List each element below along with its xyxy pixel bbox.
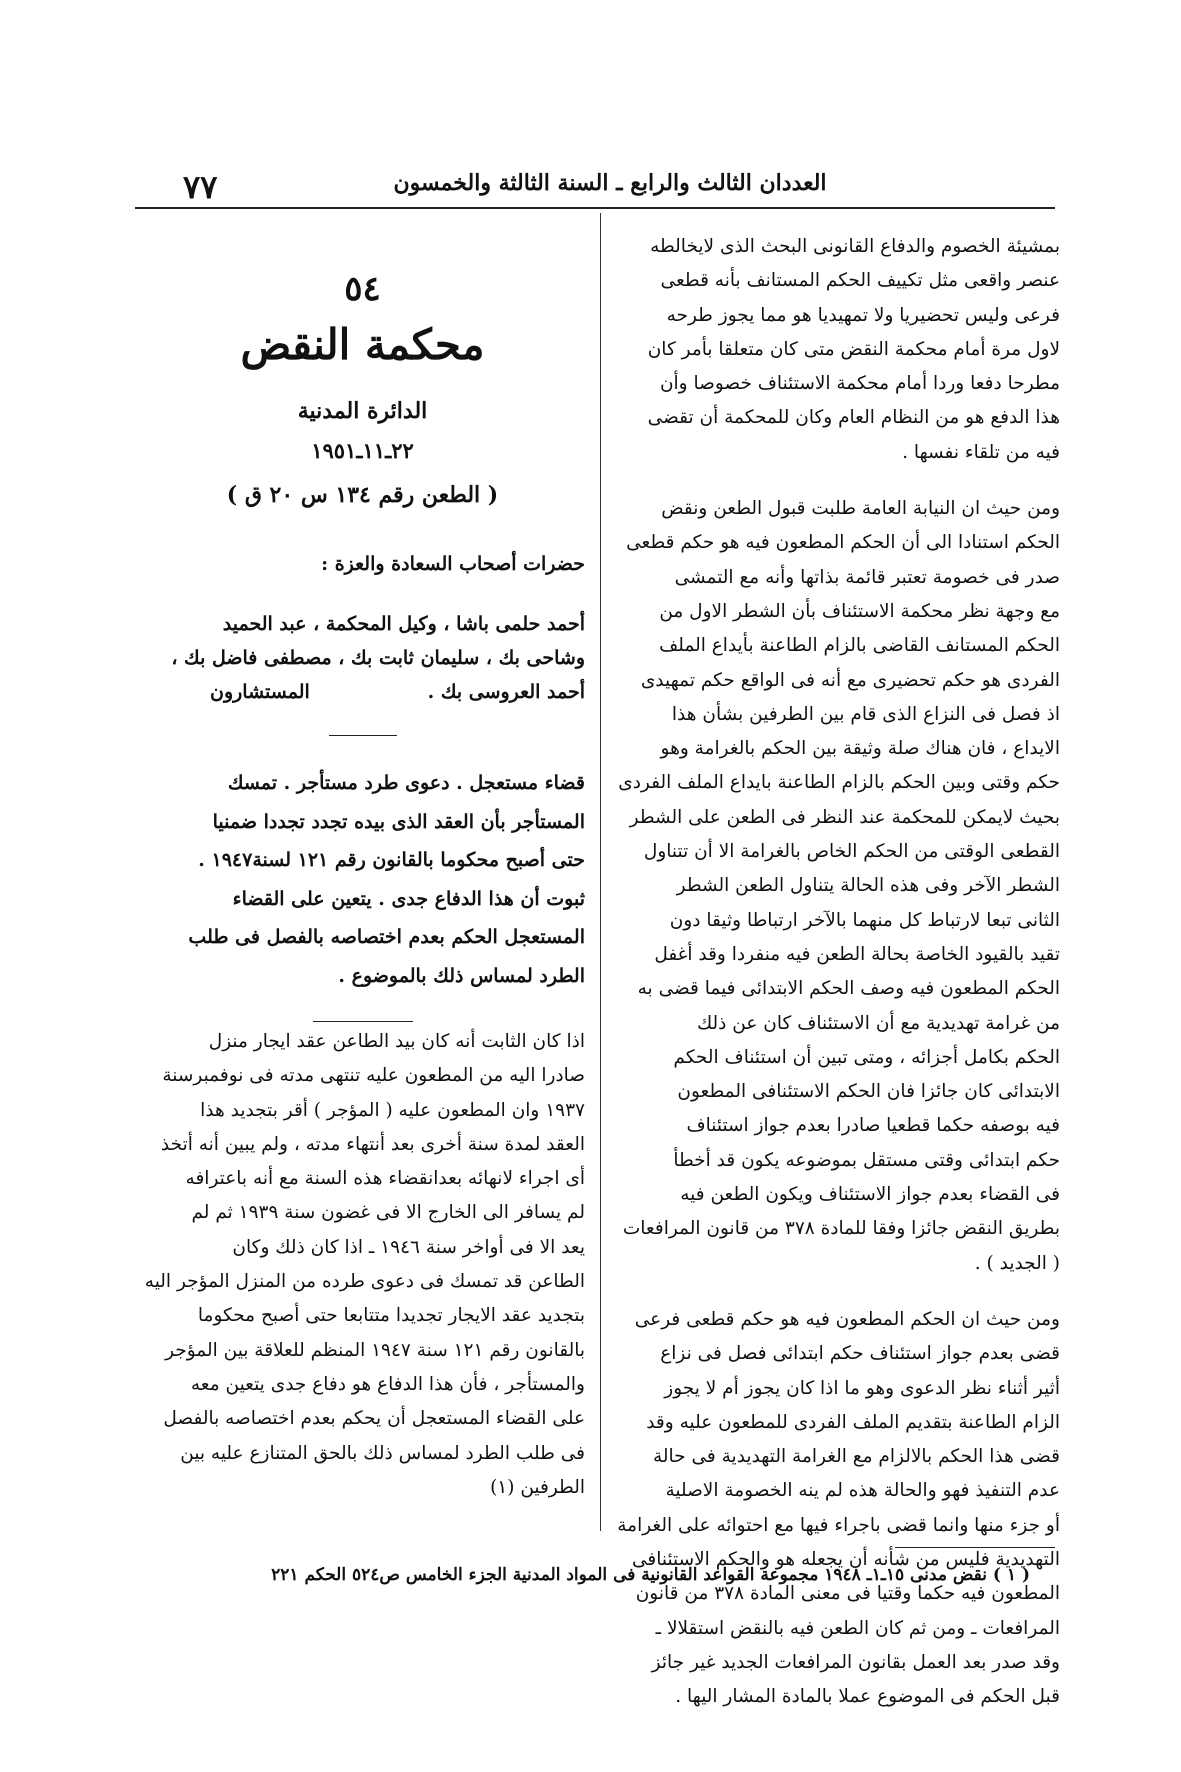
judges-role: المستشارون — [210, 681, 310, 703]
left-column-body — [140, 1025, 585, 1505]
text-line: لاول مرة أمام محكمة النقض متى كان متعلقا بأمر كان — [647, 338, 1060, 360]
text-line: فى القضاء بعدم جواز الاستئناف ويكون الطعن فيه — [680, 1184, 1060, 1206]
judges-line: أحمد حلمى باشا ، وكيل المحكمة ، عبد الحميد — [222, 613, 585, 635]
text-line: صدر فى خصومة تعتبر قائمة بذاتها وأنه مع التمشى — [674, 566, 1060, 588]
text-line: حكم وقتى وبين الحكم بالزام الطاعنة بايداع الملف الفردى — [618, 772, 1060, 794]
text-line: الحكم بكامل أجزائه ، ومتى تبين أن استئناف الحكم — [673, 1046, 1060, 1068]
judges-list — [140, 607, 585, 675]
text-line: الطاعن قد تمسك فى دعوى طرده من المنزل المؤجر اليه — [144, 1271, 585, 1293]
text-line: فرعى وليس تحضيريا ولا تمهيديا هو مما يجوز طرحه — [666, 304, 1060, 326]
text-line: قضى هذا الحكم بالالزام مع الغرامة التهديدية فى حالة — [652, 1446, 1060, 1468]
text-line: بطريق النقض جائزا وفقا للمادة ٣٧٨ من قانون المرافعات — [622, 1218, 1060, 1240]
text-line: عنصر واقعى مثل تكييف الحكم المستانف بأنه قطعى — [660, 270, 1060, 292]
text-line: لم يسافر الى الخارج الا فى غضون سنة ١٩٣٩ ثم لم — [191, 1202, 585, 1224]
right-column — [612, 230, 1060, 1714]
summary-line: حتى أصبح محكوما بالقانون رقم ١٢١ لسنة١٩٤٧ . — [198, 849, 585, 871]
text-line: هذا الدفع هو من النظام العام وكان للمحكمة أن تقضى — [647, 407, 1060, 429]
case-summary — [140, 764, 585, 995]
text-line: الثانى تبعا لارتباط كل منهما بالآخر ارتباطا وثيقا دون — [669, 909, 1060, 931]
text-line: اذا كان الثابت أنه كان بيد الطاعن عقد ايجار منزل — [208, 1031, 585, 1052]
header-rule — [135, 207, 1055, 209]
text-line: الشطر الآخر وفى هذه الحالة يتناول الطعن الشطر — [676, 875, 1060, 897]
text-line: الفردى هو حكم تحضيرى مع أنه فى الواقع حكم تمهيدى — [640, 669, 1060, 691]
text-line: صادرا اليه من المطعون عليه تنتهى مدته فى نوفمبرسنة — [162, 1065, 585, 1087]
right-paragraph-1 — [612, 230, 1060, 470]
decision-date: ٢٢ـ١١ـ١٩٥١ — [311, 438, 414, 463]
text-line: تقيد بالقيود الخاصة بحالة الطعن فيه منفردا وقد أغفل — [654, 943, 1060, 965]
text-line: الحكم المستانف القاضى بالزام الطاعنة بأيداع الملف — [659, 635, 1060, 657]
summary-line: المستعجل الحكم بعدم اختصاصه بالفصل فى طلب — [188, 926, 585, 948]
summary-line: قضاء مستعجل . دعوى طرد مستأجر . تمسك — [227, 772, 585, 794]
footnote-rule — [895, 1547, 1055, 1548]
text-line: مطرحا دفعا وردا أمام محكمة الاستئناف خصوصا وأن — [659, 373, 1060, 395]
judges-intro: حضرات أصحاب السعادة والعزة : — [321, 553, 585, 575]
text-line: التهديدية فليس من شأنه أن يجعله هو والحكم الاستئنافى — [631, 1548, 1060, 1570]
text-line: فيه من تلقاء نفسها . — [902, 441, 1060, 463]
text-line: المطعون فيه حكما وقتيا فى معنى المادة ٣٧٨ من قانون — [635, 1583, 1060, 1605]
judges-last-line — [140, 675, 585, 709]
text-line: الايداع ، فان هناك صلة وثيقة بين الحكم بالغرامة وهو — [660, 738, 1060, 760]
court-name: محكمة النقض — [240, 320, 485, 369]
text-line: والمستأجر ، فأن هذا الدفاع هو دفاع جدى يتعين معه — [190, 1373, 585, 1395]
text-line: الطرفين (١) — [490, 1476, 585, 1498]
text-line: الحكم استنادا الى أن الحكم المطعون فيه هو حكم قطعى — [626, 532, 1060, 554]
summary-line: ثبوت أن هذا الدفاع جدى . يتعين على القضاء — [232, 887, 585, 910]
text-line: يعد الا فى أواخر سنة ١٩٤٦ ـ اذا كان ذلك وكان — [232, 1236, 585, 1258]
text-line: الحكم المطعون فيه وصف الحكم الابتدائى فيما قضى به — [637, 978, 1060, 1000]
text-line: الابتدائى كان جائزا فان الحكم الاستئنافى المطعون — [677, 1081, 1060, 1103]
text-line: اذ فصل فى النزاع الذى قام بين الطرفين بشأن هذا — [671, 703, 1060, 725]
text-line: ومن حيث ان النيابة العامة طلبت قبول الطعن ونقض — [661, 498, 1060, 520]
summary-line: المستأجر بأن العقد الذى بيده تجدد تجددا ضمنيا — [212, 810, 585, 833]
text-line: ١٩٣٧ وان المطعون عليه ( المؤجر ) أقر بتجديد هذا — [200, 1099, 585, 1121]
text-line: من غرامة تهديدية مع أن الاستئناف كان عن ذلك — [696, 1012, 1060, 1034]
text-line: قضى بعدم جواز استئناف حكم ابتدائى فصل فى نزاع — [660, 1343, 1060, 1365]
right-paragraph-3 — [612, 1303, 1060, 1715]
text-line: أثير أثناء نظر الدعوى وهو ما اذا كان يجوز أم لا يجوز — [664, 1377, 1060, 1399]
left-paragraph — [140, 1025, 585, 1505]
text-line: قبل الحكم فى الموضوع عملا بالمادة المشار اليها . — [675, 1686, 1060, 1708]
judges-line: وشاحى بك ، سليمان ثابت بك ، مصطفى فاضل بك ، — [171, 647, 585, 669]
page-number: ٧٧ — [183, 168, 218, 206]
case-number: ٥٤ — [344, 269, 381, 309]
appeal-number: ( الطعن رقم ١٣٤ س ٢٠ ق ) — [226, 482, 499, 508]
text-line: المرافعات ـ ومن ثم كان الطعن فيه بالنقض استقلالا ـ — [655, 1617, 1060, 1639]
text-line: فى طلب الطرد لمساس ذلك بالحق المتنازع عليه بين — [180, 1442, 585, 1464]
text-line: أو جزء منها وانما قضى باجراء فيها مع احتوائه على الغرامة — [617, 1514, 1060, 1536]
text-line: عدم التنفيذ فهو والحالة هذه لم ينه الخصومة الاصلية — [665, 1480, 1060, 1502]
text-line: القطعى الوقتى من الحكم الخاص بالغرامة الا أن تتناول — [643, 841, 1060, 863]
text-line: أى اجراء لانهائه بعدانقضاء هذه السنة مع أنه باعترافه — [185, 1168, 585, 1190]
case-heading-block — [140, 255, 585, 1022]
judges-line: أحمد العروسى بك . — [427, 681, 585, 703]
text-line: بالقانون رقم ١٢١ سنة ١٩٤٧ المنظم للعلاقة بين المؤجر — [165, 1339, 585, 1361]
section-rule — [313, 1021, 413, 1022]
text-line: ( الجديد ) . — [974, 1252, 1060, 1274]
text-line: على القضاء المستعجل أن يحكم بعدم اختصاصه بالفصل — [163, 1408, 585, 1430]
chamber-name: الدائرة المدنية — [297, 398, 428, 424]
text-line: بمشيئة الخصوم والدفاع القانونى البحث الذى لايخالطه — [650, 236, 1060, 257]
text-line: بتجديد عقد الايجار تجديدا متتابعا حتى أصبح محكوما — [197, 1305, 585, 1327]
text-line: الزام الطاعنة بتقديم الملف الفردى للمطعون عليه وقد — [646, 1411, 1060, 1433]
footnote: ( ١ ) نقض مدنى ١٥ـ١ـ ١٩٤٨ مجموعة القواعد القانونية فى المواد المدنية الجزء الخامس ص٥٢٤ الحكم ٢٢١ — [271, 1565, 1030, 1585]
text-line: وقد صدر بعد العمل بقانون المرافعات الجديد غير جائز — [651, 1651, 1060, 1673]
text-line: العقد لمدة سنة أخرى بعد أنتهاء مدته ، ولم يبين أنه أتخذ — [160, 1133, 585, 1155]
text-line: مع وجهة نظر محكمة الاستئناف بأن الشطر الاول من — [659, 600, 1060, 622]
text-line: فيه بوصفه حكما قطعيا صادرا بعدم جواز استئناف — [686, 1115, 1060, 1137]
column-divider — [600, 213, 601, 1531]
text-line: حكم ابتدائى وقتى مستقل بموضوعه يكون قد أخطأ — [673, 1149, 1060, 1171]
section-rule — [329, 735, 397, 736]
right-paragraph-2 — [612, 492, 1060, 1281]
summary-line: الطرد لمساس ذلك بالموضوع . — [338, 964, 585, 987]
running-title: العددان الثالث والرابع ـ السنة الثالثة والخمسون — [393, 170, 827, 196]
text-line: بحيث لايمكن للمحكمة عند النظر فى الطعن على الشطر — [629, 806, 1060, 828]
text-line: ومن حيث ان الحكم المطعون فيه هو حكم قطعى فرعى — [634, 1308, 1060, 1330]
